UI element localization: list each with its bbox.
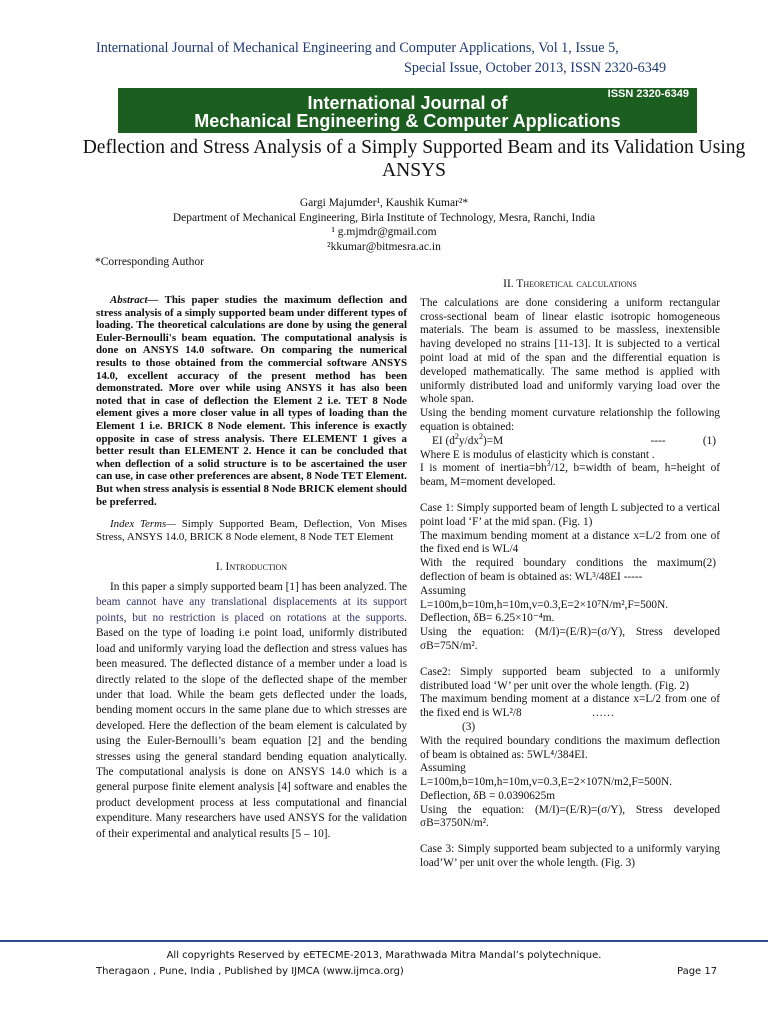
banner-issn: ISSN 2320-6349 [607, 88, 689, 100]
paper-title: Deflection and Stress Analysis of a Simply Supported Beam and its Validation Using ANSYS [82, 137, 746, 181]
case2-deflection: Deflection, δB = 0.0390625m [420, 789, 555, 802]
running-header-line1: International Journal of Mechanical Engineering and Computer Applications, Vol 1, Issue 5, [96, 40, 619, 56]
case1-stress: Using the equation: (M/I)=(E/R)=(σ/Y), Stress developed σB=75N/m². [420, 626, 720, 652]
case2-stress: Using the equation: (M/I)=(E/R)=(σ/Y), Stress developed σB=3750N/m². [420, 803, 720, 830]
banner-title-line2: Mechanical Engineering & Computer Applications [194, 111, 621, 131]
affiliation: Department of Mechanical Engineering, Birla Institute of Technology, Mesra, Ranchi, India [172, 212, 596, 224]
equation-3-number: (3) [462, 720, 476, 733]
theory-paragraph-4-rest: , b=width of beam, h=height of beam, M=moment developed. [420, 462, 720, 489]
corresponding-author-note: *Corresponding Author [95, 256, 204, 268]
right-column [420, 278, 720, 871]
introduction-paragraph [96, 580, 407, 842]
case1-moment: The maximum bending moment at a distance x=L/2 from one of the fixed end is WL/4 [420, 529, 720, 556]
theory-paragraph-3: Where E is modulus of elasticity which is constant . [420, 448, 655, 461]
abstract-text: This paper studies the maximum deflection and stress analysis of a simply supported beam under different types of loading. The theoretical calculations are done by using the general Euler-Bernoulli's beam equation. The computational analysis is done on ANSYS 14.0 software. On comparing the numerical results to those obtained from the commercial software ANSYS 14.0, excellent accuracy of the present method has been demonstrated. More over while using ANSYS it has also been noted that in case of deflection the Element 2 i.e. TET 8 Node element gives a more closer value in all types of loading than the Element 1 i.e. BRICK 8 Node element. This inference is exactly opposite in case of stress analysis. There ELEMENT 1 gives a better result than ELEMENT 2. Hence it can be concluded that when deflection of a solid structure is to be ascertained the user can use, in case other preferences are absent, 8 Node TET Element. But when stress analysis is essential 8 Node BRICK element should be preferred. [96, 294, 407, 508]
case1-deflection-text: With the required boundary conditions the maximum deflection of beam is obtained as: WL³/48EI ----- [420, 557, 703, 583]
case2-moment-text: The maximum bending moment at a distance x=L/2 from one of the fixed end is WL²/8 [420, 693, 720, 720]
banner-title-line1: International Journal of [307, 93, 508, 113]
section-heading-introduction: I. Introduction [215, 561, 288, 574]
case2-deflection-text: With the required boundary conditions the maximum deflection of beam is obtained as: 5WL⁴/384EI. [420, 734, 720, 761]
author-email-1: ¹ g.mjmdr@gmail.com [331, 226, 437, 238]
equation-1 [420, 432, 720, 449]
case3-heading: Case 3: Simply supported beam subjected to a uniformly varying load’W’ per unit over the whole length. (Fig. 3) [420, 843, 720, 870]
equation-2 [420, 557, 720, 585]
footer-rule [0, 940, 768, 942]
equation-2-number: (2) [702, 557, 716, 570]
theory-paragraph-2: Using the bending moment curvature relationship the following equation is obtained: [420, 407, 720, 433]
equation-1-number: (1) [702, 434, 716, 447]
case2-moment [420, 693, 720, 721]
equation-1-dashes: ---- [650, 434, 666, 447]
case2-assuming: Assuming [420, 762, 466, 775]
abstract-label: Abstract— [110, 294, 159, 306]
intro-text-a: In this paper a simply supported beam [1] has been analyzed. The [110, 581, 407, 594]
footer-copyright: All copyrights Reserved by eETECME-2013, Marathwada Mitra Mandal’s polytechnique. [166, 950, 602, 961]
intro-text-b: . Based on the type of loading i.e point load, uniformly distributed load and uniformly varying load the deflection and stress values has been measured. The deflected distance of a member under a load is directly related to the slope of the deflected shape of the member under that load. While the beam gets deflected under the loads, bending moment occurs in the same plane due to which stresses are developed. Here the deflection of the beam element is calculated by using the Euler-Bernoulli’s beam equation [2] and the bending stresses using the general standard bending equation analytically. The computational analysis is done on ANSYS 14.0 which is a general purpose finite element analysis [4] software and enables the product development process at less computational and financial expenditure. Many researchers have used ANSYS for the validation of their experimental and analytical results [5 – 10]. [96, 611, 407, 840]
footer-publisher: Theragaon , Pune, India , Published by IJMCA (www.ijmca.org) [96, 966, 404, 977]
case1-assuming: Assuming [420, 584, 466, 597]
journal-banner [118, 88, 697, 133]
authors: Gargi Majumder¹, Kaushik Kumar²* [299, 197, 469, 209]
case2-values: L=100m,b=10m,h=10m,v=0.3,E=2×107N/m2,F=500N. [420, 776, 673, 789]
section-heading-theory: II. Theoretical calculations [503, 278, 637, 290]
index-terms-label: Index Terms— [110, 518, 176, 531]
index-terms [96, 518, 407, 543]
left-column [96, 294, 407, 842]
case2-dots: …… [591, 707, 615, 720]
equation-1-body: EI $(d^2y/dx^2)=M$ [432, 432, 504, 447]
abstract [96, 294, 407, 508]
theory-paragraph-1: The calculations are done considering a uniform rectangular cross-sectional beam of linear elastic isotropic homogeneous materials. The beam is assumed to be massless, inextensible having developed no strains [11-13]. It is subjected to a vertical point load at mid of the span and the differential equation is developed mathematically. The same method is applied with uniformly distributed load and uniformly varying load over the whole span. [420, 296, 720, 406]
author-email-2: ²kkumar@bitmesra.ac.in [327, 241, 441, 253]
case1-heading: Case 1: Simply supported beam of length L subjected to a vertical point load ‘F’ at the mid span. (Fig. 1) [420, 501, 720, 528]
case1-deflection: Deflection, δB= 6.25×10⁻⁴m. [420, 612, 555, 625]
case2-heading: Case2: Simply supported beam subjected to a uniformly distributed load ‘W’ per unit over the whole length. (Fig. 2) [420, 665, 720, 692]
case1-values: L=100m,b=10m,h=10m,v=0.3,E=2×10⁷N/m²,F=500N. [420, 598, 669, 611]
index-terms-text: Simply Supported Beam, Deflection, Von Mises Stress, ANSYS 14.0, BRICK 8 Node element, 8 Node TET Element [96, 518, 408, 543]
intro-text-highlight: beam cannot have any translational displacements at its support points, but no restriction is placed on rotations at the supports [96, 596, 407, 624]
page-number: Page 17 [677, 966, 718, 977]
running-header-line2: Special Issue, October 2013, ISSN 2320-6349 [404, 60, 667, 76]
theory-paragraph-4: I is moment of $inertia=bh^3/12$, b=width of beam, h=height of beam, M=moment developed. [420, 459, 720, 489]
